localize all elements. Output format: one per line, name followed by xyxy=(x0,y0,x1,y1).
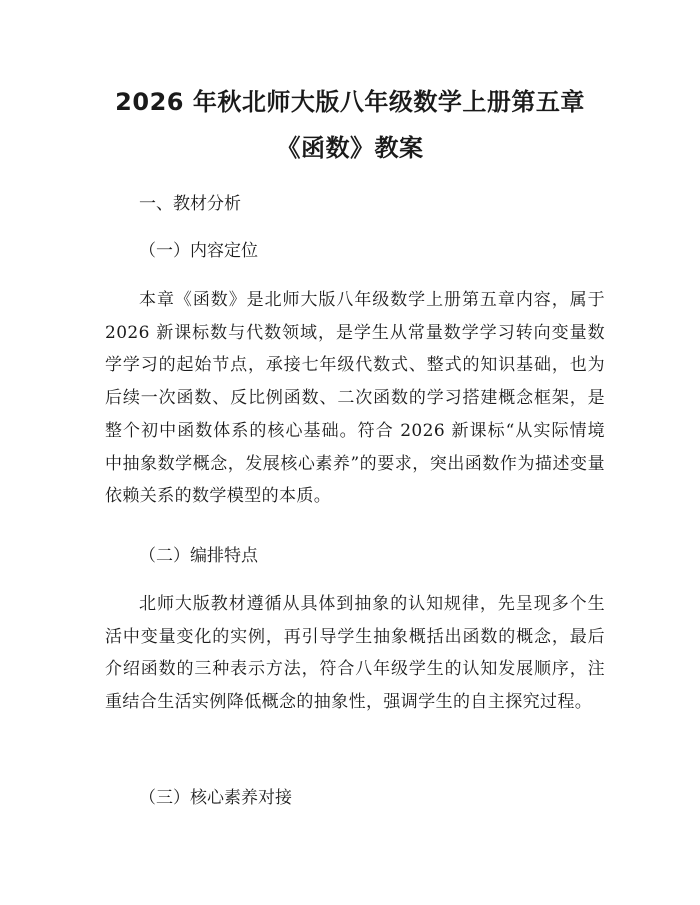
paragraph-arrangement-features: 北师大版教材遵循从具体到抽象的认知规律，先呈现多个生活中变量变化的实例，再引导学生抽象概括出函数的概念，最后介绍函数的三种表示方法，符合八年级学生的认知发展顺序，注重结合生活实例降低概念的抽象性，强调学生的自主探究过程。 xyxy=(105,594,605,713)
document-title-line-2: 《函数》教案 xyxy=(276,134,424,162)
subsection-heading-core-literacy: （三）核心素养对接 xyxy=(139,788,292,808)
section-heading-textbook-analysis: 一、教材分析 xyxy=(139,194,241,214)
subsection-heading-arrangement-features: （二）编排特点 xyxy=(139,546,258,566)
document-title-line-1: 2026 年秋北师大版八年级数学上册第五章 xyxy=(115,88,585,116)
paragraph-content-positioning: 本章《函数》是北师大版八年级数学上册第五章内容，属于 2026 新课标数与代数领域，是学生从常量数学学习转向变量数学学习的起始节点，承接七年级代数式、整式的知识基础，也为后续一次函数、反比例函数、二次函数的学习搭建概念框架，是整个初中函数体系的核心基础。符合 2026 新课标“从实际情境中抽象数学概念，发展核心素养”的要求，突出函数作为描述变量依赖关系的数学模型的本质。 xyxy=(105,290,605,507)
subsection-heading-content-positioning: （一）内容定位 xyxy=(139,241,258,261)
